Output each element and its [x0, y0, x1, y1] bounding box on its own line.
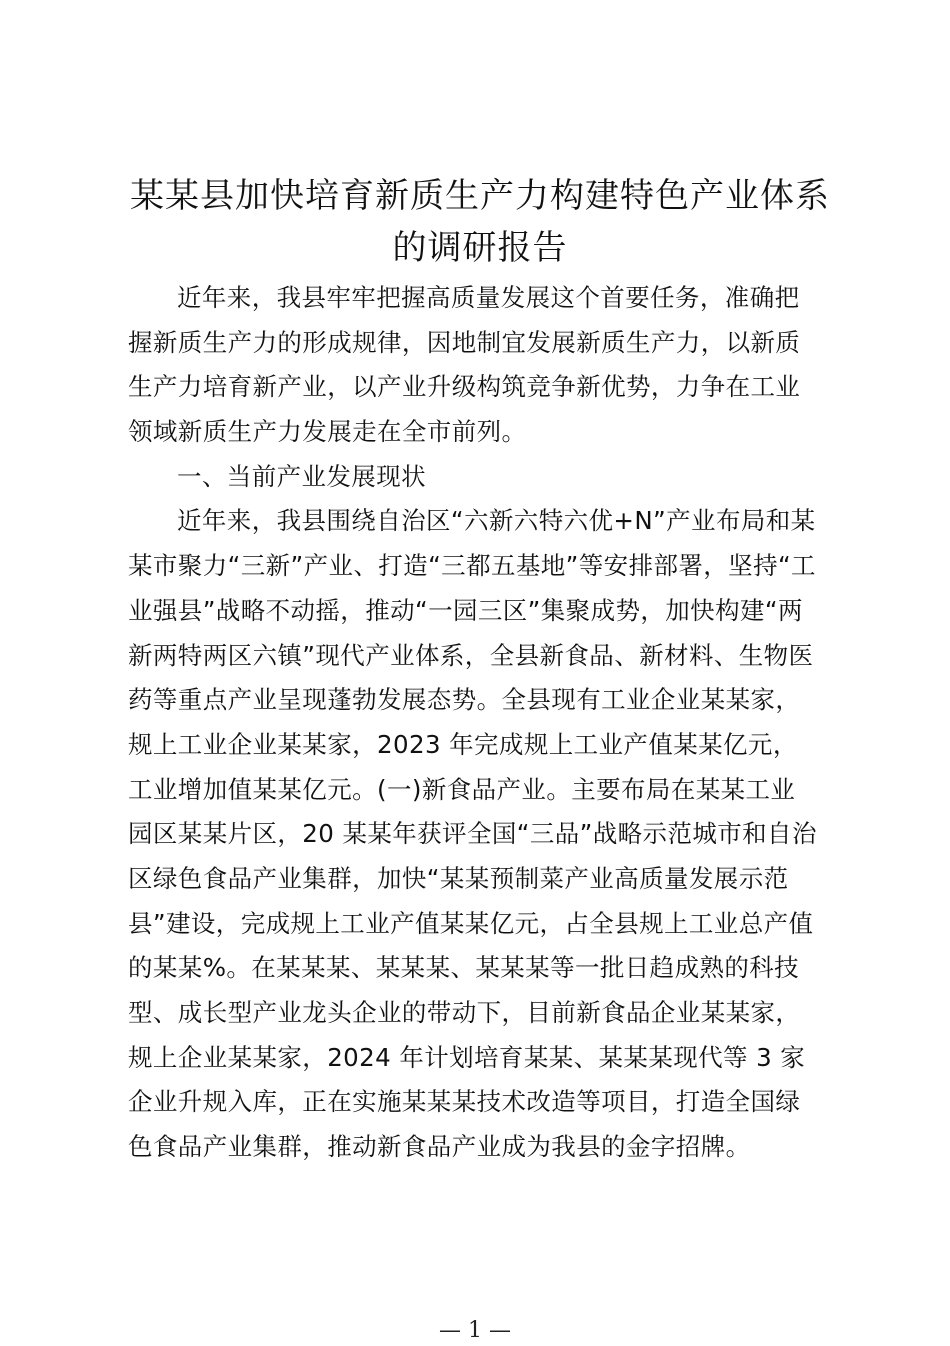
- body-text-line: 县”建设，完成规上工业产值某某亿元，占全县规上工业总产值: [128, 908, 814, 938]
- body-text-line: 药等重点产业呈现蓬勃发展态势。全县现有工业企业某某家，: [128, 685, 801, 715]
- page-number-footer: — 1 —: [439, 1318, 511, 1343]
- document-body: [128, 276, 828, 1170]
- body-text-line: 的某某%。在某某某、某某某、某某某等一批日趋成熟的科技: [128, 953, 800, 983]
- body-text-line: 工业增加值某某亿元。(一)新食品产业。主要布局在某某工业: [128, 774, 796, 804]
- body-text-line: 一、当前产业发展现状: [177, 461, 426, 491]
- body-text-line: 某市聚力“三新”产业、打造“三都五基地”等安排部署，坚持“工: [128, 551, 816, 581]
- body-text-line: 规上企业某某家，2024 年计划培育某某、某某某现代等 3 家: [128, 1042, 806, 1072]
- body-text-line: 规上工业企业某某家，2023 年完成规上工业产值某某亿元，: [128, 729, 798, 759]
- body-text-line: 园区某某片区，20 某某年获评全国“三品”战略示范城市和自治: [128, 819, 817, 849]
- body-text-line: 业强县”战略不动摇，推动“一园三区”集聚成势，加快构建“两: [128, 595, 803, 625]
- body-text-line: 近年来，我县围绕自治区“六新六特六优+N”产业布局和某: [177, 506, 816, 536]
- body-text-line: 色食品产业集群，推动新食品产业成为我县的金字招牌。: [128, 1132, 751, 1162]
- body-text-line: 新两特两区六镇”现代产业体系，全县新食品、新材料、生物医: [128, 640, 814, 670]
- body-text-line: 握新质生产力的形成规律，因地制宜发展新质生产力，以新质: [128, 327, 801, 357]
- body-text-line: 区绿色食品产业集群，加快“某某预制菜产业高质量发展示范: [128, 863, 789, 893]
- body-text-line: 近年来，我县牢牢把握高质量发展这个首要任务，准确把: [177, 283, 800, 312]
- title-line-2: 的调研报告: [392, 228, 568, 268]
- body-text-line: 领域新质生产力发展走在全市前列。: [128, 417, 527, 447]
- document-title: [100, 170, 860, 274]
- body-text-line: 生产力培育新产业，以产业升级构筑竞争新优势，力争在工业: [128, 372, 801, 402]
- title-line-1: 某某县加快培育新质生产力构建特色产业体系: [130, 176, 830, 216]
- body-text-line: 企业升规入库，正在实施某某某技术改造等项目，打造全国绿: [128, 1087, 801, 1117]
- body-text-line: 型、成长型产业龙头企业的带动下，目前新食品企业某某家，: [128, 998, 801, 1027]
